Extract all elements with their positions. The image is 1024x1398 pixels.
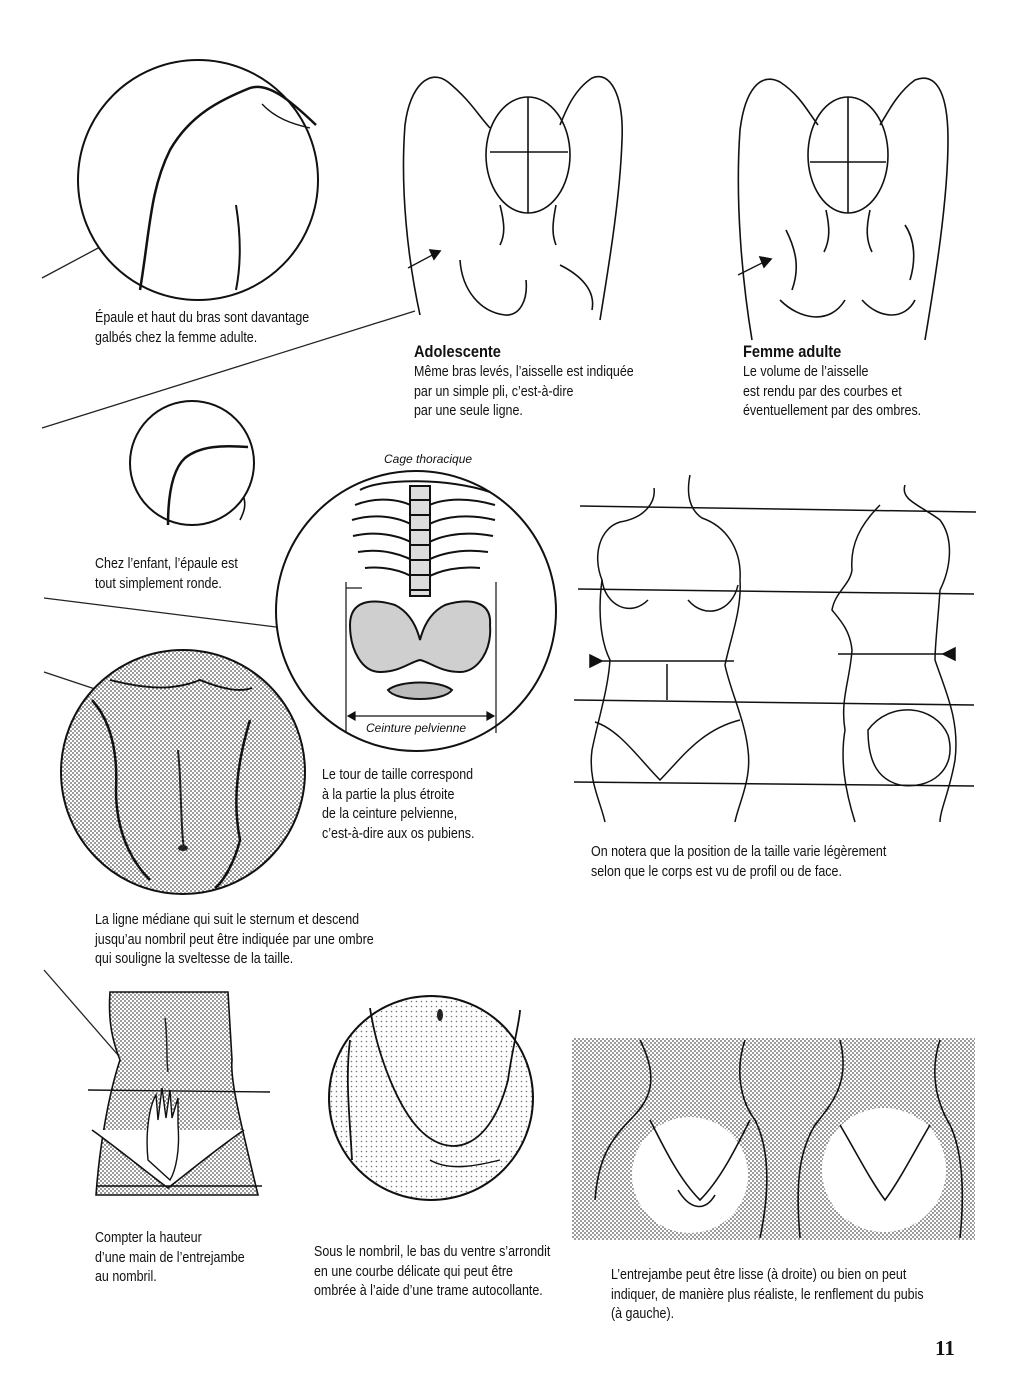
caption-adult-shoulder: Épaule et haut du bras sont davantage galbés chez la femme adulte. bbox=[95, 310, 310, 346]
caption-hand-height: Compter la hauteur d’une main de l’entrejambe au nombril. bbox=[95, 1230, 245, 1285]
page-number: 11 bbox=[935, 1336, 955, 1360]
caption-median-line: La ligne médiane qui suit le sternum et descend jusqu’au nombril peut être indiquée par une ombre qui souligne la sveltesse de la taille. bbox=[95, 912, 374, 967]
hand-measure-figure bbox=[88, 992, 270, 1195]
lower-belly-circle bbox=[329, 996, 533, 1200]
caption-child-shoulder: Chez l’enfant, l’épaule est tout simplement ronde. bbox=[95, 556, 238, 592]
caption-crotch: L’entrejambe peut être lisse (à droite) ou bien on peut indiquer, de manière plus réaliste, le renflement du pubis (à gauche). bbox=[611, 1267, 924, 1322]
caption-adult: Femme adulte Le volume de l’aisselle est rendu par des courbes et éventuellement par des ombres. bbox=[743, 342, 922, 419]
caption-lower-belly: Sous le nombril, le bas du ventre s’arrondit en une courbe délicate qui peut être ombrée à l’aide d’une trame autocollante. bbox=[314, 1244, 551, 1299]
adult-shoulder-circle bbox=[78, 60, 318, 300]
adolescent-title: Adolescente bbox=[414, 342, 501, 361]
waist-front-and-profile bbox=[574, 475, 976, 822]
caption-adolescent: Adolescente Même bras levés, l’aisselle est indiquée par un simple pli, c’est-à-dire par une seule ligne. bbox=[414, 342, 634, 419]
child-shoulder-circle bbox=[130, 401, 254, 525]
adult-figure bbox=[738, 78, 948, 340]
caption-waist-position: On notera que la position de la taille varie légèrement selon que le corps est vu de profil ou de face. bbox=[591, 844, 887, 880]
adult-title: Femme adulte bbox=[743, 342, 842, 361]
label-pelvic-girdle: Ceinture pelvienne bbox=[366, 721, 467, 735]
caption-waist-bone: Le tour de taille correspond à la partie la plus étroite de la ceinture pelvienne, c’est-à-dire aux os pubiens. bbox=[322, 767, 475, 842]
adolescent-figure bbox=[403, 77, 622, 320]
crotch-panel bbox=[572, 1038, 975, 1240]
median-line-circle bbox=[61, 650, 305, 894]
skeleton-circle bbox=[276, 471, 556, 751]
label-rib-cage: Cage thoracique bbox=[384, 452, 473, 466]
